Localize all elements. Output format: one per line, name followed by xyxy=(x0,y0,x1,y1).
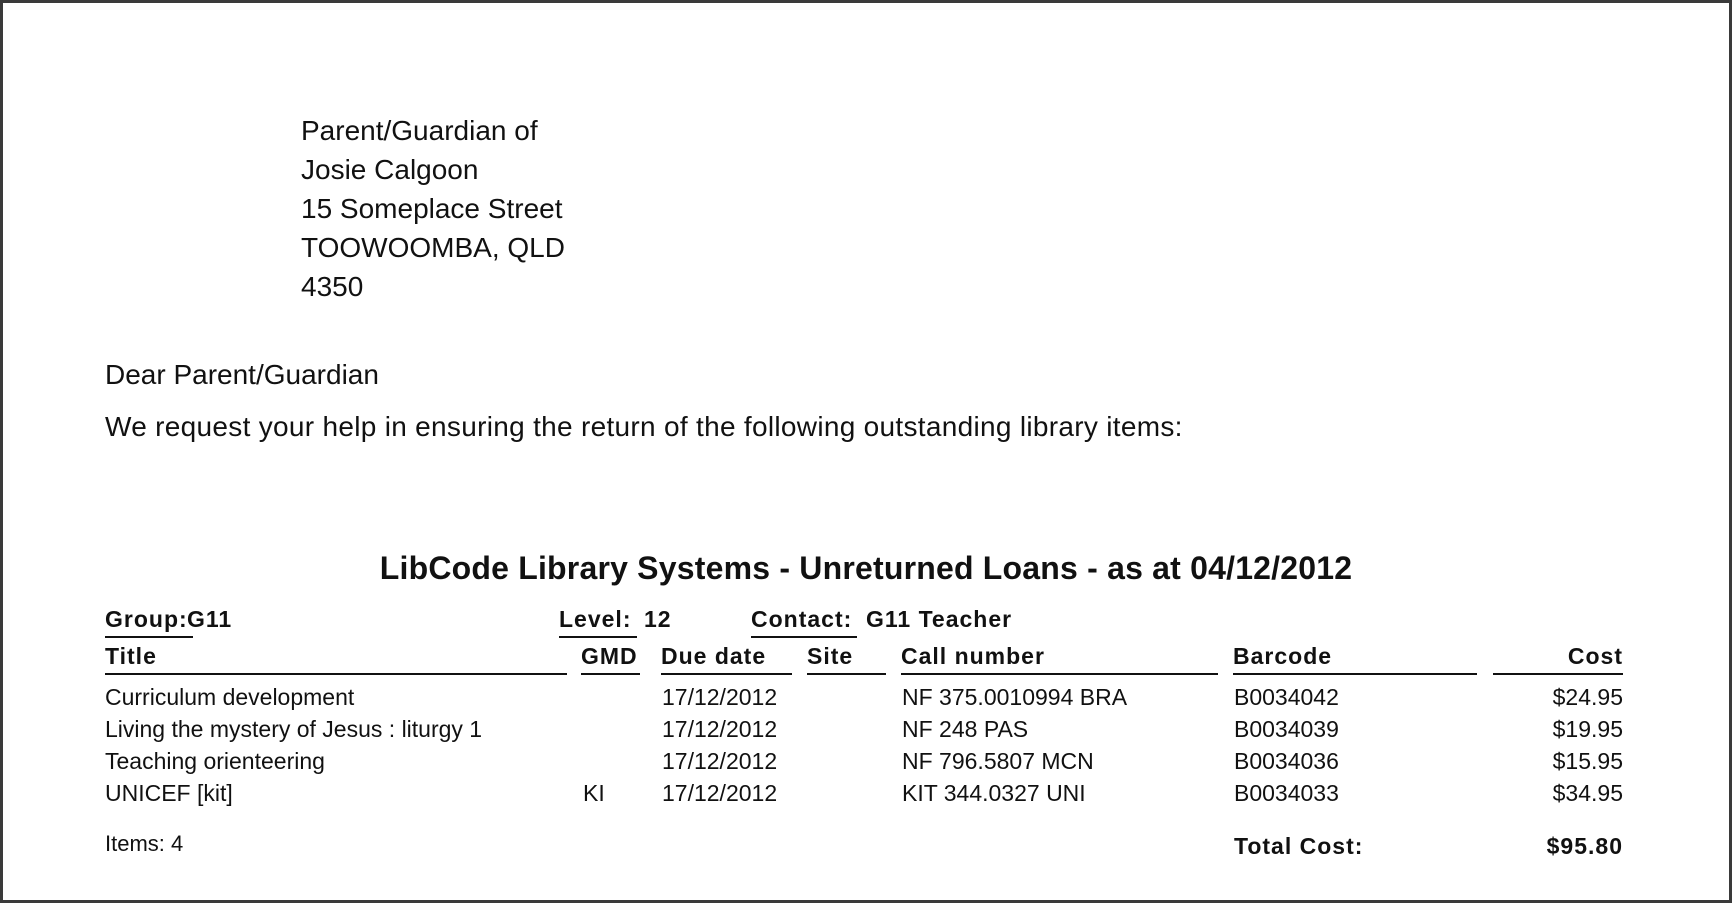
items-count: Items: 4 xyxy=(105,831,184,856)
table-row-call-number: NF 248 PAS xyxy=(902,716,1029,742)
table-row-cost: $34.95 xyxy=(1552,780,1623,806)
total-cost-value: $95.80 xyxy=(1546,833,1623,859)
table-row-title: UNICEF [kit] xyxy=(105,780,233,806)
contact-value: G11 Teacher xyxy=(866,606,1013,632)
table-row-cost: $24.95 xyxy=(1552,684,1623,710)
address-line-5: 4350 xyxy=(301,271,364,302)
table-row-due-date: 17/12/2012 xyxy=(662,748,778,774)
level-label: Level: xyxy=(559,606,637,638)
contact-label: Contact: xyxy=(751,606,857,638)
table-row-title: Living the mystery of Jesus : liturgy 1 xyxy=(105,716,483,742)
table-row-barcode: B0034039 xyxy=(1234,716,1339,742)
column-header-cost: Cost xyxy=(1493,643,1623,675)
table-row-due-date: 17/12/2012 xyxy=(662,780,778,806)
column-header-call-number: Call number xyxy=(901,643,1218,675)
table-row-cost: $19.95 xyxy=(1552,716,1623,742)
level-value: 12 xyxy=(644,606,672,632)
address-line-4: TOOWOOMBA, QLD xyxy=(301,232,565,263)
column-header-title: Title xyxy=(105,643,567,675)
group-label: Group: xyxy=(105,606,193,638)
table-row-barcode: B0034042 xyxy=(1234,684,1339,710)
table-row-call-number: NF 375.0010994 BRA xyxy=(902,684,1128,710)
level-field xyxy=(559,606,672,638)
group-value: G11 xyxy=(187,606,233,632)
column-header-site: Site xyxy=(807,643,886,675)
table-row-due-date: 17/12/2012 xyxy=(662,716,778,742)
column-header-due-date: Due date xyxy=(661,643,792,675)
column-header-gmd: GMD xyxy=(581,643,640,675)
table-row-barcode: B0034033 xyxy=(1234,780,1339,806)
table-row-call-number: NF 796.5807 MCN xyxy=(902,748,1094,774)
table-row-title: Teaching orienteering xyxy=(105,748,325,774)
contact-field xyxy=(751,606,1012,638)
table-row-gmd: KI xyxy=(583,780,605,806)
address-line-2: Josie Calgoon xyxy=(301,154,479,185)
total-cost-label: Total Cost: xyxy=(1234,833,1364,859)
address-line-3: 15 Someplace Street xyxy=(301,193,563,224)
salutation: Dear Parent/Guardian xyxy=(105,359,379,390)
table-row-due-date: 17/12/2012 xyxy=(662,684,778,710)
address-line-1: Parent/Guardian of xyxy=(301,115,538,146)
table-row-cost: $15.95 xyxy=(1552,748,1623,774)
table-row-barcode: B0034036 xyxy=(1234,748,1339,774)
column-header-barcode: Barcode xyxy=(1233,643,1477,675)
table-row-title: Curriculum development xyxy=(105,684,355,710)
table-row-call-number: KIT 344.0327 UNI xyxy=(902,780,1086,806)
report-title: LibCode Library Systems - Unreturned Loans - as at 04/12/2012 xyxy=(379,550,1353,586)
letter-body: We request your help in ensuring the return of the following outstanding library items: xyxy=(105,411,1183,442)
group-field xyxy=(105,606,232,638)
